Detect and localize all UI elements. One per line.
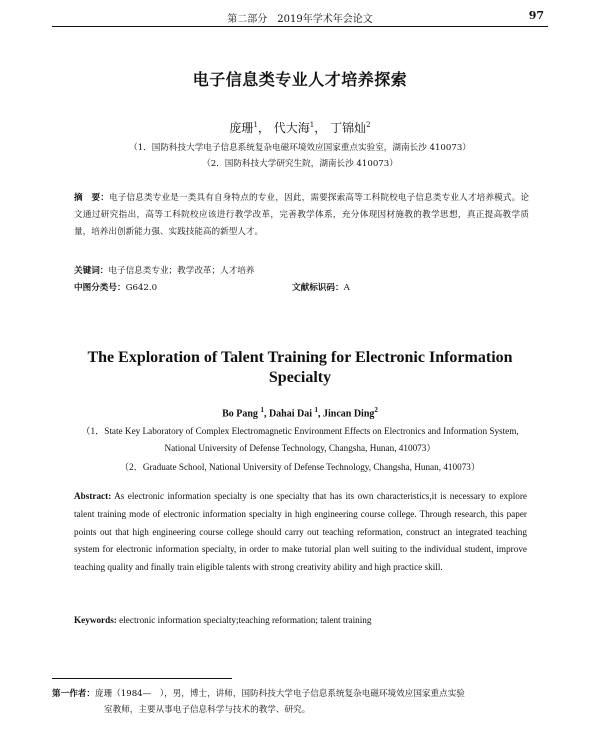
footnote-line: 庞珊（1984— ），男，博士，讲师，国防科技大学电子信息系统复杂电磁环境效应国家重点实验	[94, 689, 465, 699]
keywords-label: 关键词：	[74, 266, 109, 276]
footnote-label: 第一作者：	[52, 689, 95, 699]
abstract-text: 电子信息类专业是一类具有自身特点的专业，因此，需要探索高等工科院校电子信息类专业人才培养模式。论文通过研究指出，高等工科院校应该进行教学改革，完善教学体系，充分体现因材施教的教学思想，真正提高教学质量，培养出创新能力强、实践技能高的新型人才。	[74, 193, 529, 237]
classification-number	[74, 281, 157, 293]
affiliation-line: National University of Defense Technology, Changsha, Hunan, 410073）	[164, 443, 436, 453]
author-name: 庞珊	[229, 121, 254, 135]
doc-code: A	[343, 283, 350, 293]
chinese-affiliation-1: （1．国防科技大学电子信息系统复杂电磁环境效应国家重点实验室，湖南长沙 410073）	[129, 143, 471, 153]
keywords-text: 电子信息类专业；教学改革；人才培养	[108, 266, 255, 276]
chinese-keywords	[74, 264, 255, 276]
abstract-label: Abstract:	[74, 491, 112, 501]
document-code	[292, 281, 350, 293]
author-sup: 1	[253, 121, 258, 129]
abstract-text: As electronic information specialty is one specialty that has its own characteristics,it is necessary to explore talent training mode of electronic information specialty in high engineering course college. Through research, this paper points out that high engineering course college should carry out teaching reformation, construct an integrated teaching system for electronic information specialty, in order to make tutorial plan well suiting to the individual student, improve teaching quality and finally train eligible talents with strong creativity ability and high practice skill.	[74, 491, 527, 573]
keywords-label: Keywords:	[74, 615, 117, 625]
english-title-line: Specialty	[268, 369, 332, 386]
chinese-affiliation-2: （2．国防科技大学研究生院，湖南长沙 410073）	[202, 159, 398, 169]
header-section-title: 第二部分 2019年学术年会论文	[227, 14, 373, 25]
english-keywords	[74, 615, 371, 625]
keywords-text: electronic information specialty;teaching reformation; talent training	[119, 615, 372, 625]
author-sup: 2	[374, 406, 378, 414]
affiliation-line: （1．State Key Laboratory of Complex Electromagnetic Environment Effects on Electronics and Information System,	[81, 426, 519, 436]
author-sup: 1	[260, 406, 264, 414]
chinese-abstract	[74, 190, 529, 241]
chinese-title: 电子信息类专业人才培养探索	[192, 70, 408, 89]
english-title-line: The Exploration of Talent Training for Electronic Information	[87, 349, 513, 366]
author-name: Bo Pang	[222, 408, 258, 420]
english-abstract	[74, 488, 527, 577]
author-name: 代大海	[273, 121, 310, 135]
author-sup: 2	[366, 121, 371, 129]
author-name: Dahai Dai	[268, 408, 312, 420]
english-title	[60, 348, 540, 388]
author-sup: 1	[314, 406, 318, 414]
footnote-line: 室教师，主要从事电子信息科学与技术的教学、研究。	[104, 705, 311, 715]
class-code: G642.0	[125, 283, 158, 293]
author-name: 丁锦灿	[330, 121, 367, 135]
class-label: 中图分类号：	[74, 283, 126, 293]
english-affiliation-2: （2．Graduate School, National University of Defense Technology, Changsha, Hunan, 410073）	[119, 462, 481, 472]
running-header	[52, 8, 548, 27]
abstract-label: 摘 要：	[74, 193, 110, 203]
page-number: 97	[528, 9, 544, 22]
english-authors: Bo Pang $^1$, Dahai Dai $^1$, Jincan Ding$^2$	[222, 406, 378, 420]
author-footnote	[52, 686, 552, 718]
english-affiliation-1	[40, 423, 560, 457]
doc-label: 文献标识码：	[292, 283, 344, 293]
author-sup: 1	[309, 121, 315, 129]
author-name: Jincan Ding	[323, 408, 375, 420]
chinese-authors: 庞珊$^1$， 代大海$^1$， 丁锦灿$^2$	[229, 121, 371, 135]
footnote-rule	[52, 678, 232, 679]
